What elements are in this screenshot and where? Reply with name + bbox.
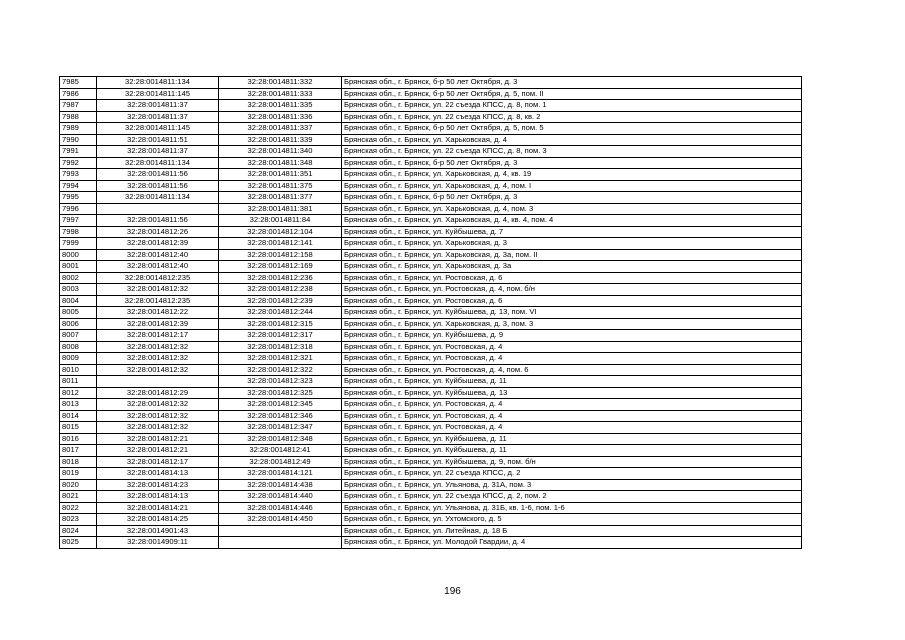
row-number-cell: 8011 [60,376,97,388]
row-number-cell: 8003 [60,284,97,296]
land-cadastral-number-cell: 32:28:0014812:235 [97,295,219,307]
table-row [60,468,802,480]
row-number-cell: 8013 [60,399,97,411]
land-cadastral-number-cell: 32:28:0014812:21 [97,433,219,445]
address-cell: Брянская обл., г. Брянск, ул. Харьковская, д. 3а [342,261,802,273]
address-cell: Брянская обл., г. Брянск, ул. Ростовская, д. 4 [342,410,802,422]
land-cadastral-number-cell [97,203,219,215]
address-cell: Брянская обл., г. Брянск, ул. Ростовская, д. 6 [342,272,802,284]
building-cadastral-number-cell: 32:28:0014812:141 [219,238,342,250]
table-row [60,456,802,468]
building-cadastral-number-cell: 32:28:0014812:236 [219,272,342,284]
table-row [60,330,802,342]
building-cadastral-number-cell: 32:28:0014811:339 [219,134,342,146]
land-cadastral-number-cell: 32:28:0014812:32 [97,399,219,411]
building-cadastral-number-cell [219,537,342,549]
building-cadastral-number-cell: 32:28:0014812:346 [219,410,342,422]
land-cadastral-number-cell: 32:28:0014814:21 [97,502,219,514]
address-cell: Брянская обл., г. Брянск, ул. Ростовская, д. 4 [342,353,802,365]
address-cell: Брянская обл., г. Брянск, ул. Куйбышева, д. 13, пом. VI [342,307,802,319]
row-number-cell: 7988 [60,111,97,123]
row-number-cell: 7998 [60,226,97,238]
land-cadastral-number-cell: 32:28:0014811:134 [97,157,219,169]
table-row [60,502,802,514]
address-cell: Брянская обл., г. Брянск, ул. 22 съезда КПСС, д. 2, пом. 2 [342,491,802,503]
address-cell: Брянская обл., г. Брянск, ул. Куйбышева, д. 13 [342,387,802,399]
table-row [60,410,802,422]
table-row [60,88,802,100]
address-cell: Брянская обл., г. Брянск, ул. Куйбышева, д. 9, пом. б/н [342,456,802,468]
building-cadastral-number-cell: 32:28:0014811:375 [219,180,342,192]
address-cell: Брянская обл., г. Брянск, ул. Ульянова, д. 31Б, кв. 1-6, пом. 1-6 [342,502,802,514]
land-cadastral-number-cell: 32:28:0014814:13 [97,468,219,480]
building-cadastral-number-cell: 32:28:0014812:238 [219,284,342,296]
building-cadastral-number-cell: 32:28:0014812:348 [219,433,342,445]
row-number-cell: 8018 [60,456,97,468]
row-number-cell: 8023 [60,514,97,526]
row-number-cell: 7995 [60,192,97,204]
land-cadastral-number-cell: 32:28:0014811:51 [97,134,219,146]
address-cell: Брянская обл., г. Брянск, ул. Литейная, д. 18 Б [342,525,802,537]
land-cadastral-number-cell: 32:28:0014811:56 [97,215,219,227]
row-number-cell: 8021 [60,491,97,503]
table-row [60,525,802,537]
row-number-cell: 7991 [60,146,97,158]
address-cell: Брянская обл., г. Брянск, ул. Куйбышева, д. 11 [342,376,802,388]
land-cadastral-number-cell: 32:28:0014812:17 [97,330,219,342]
address-cell: Брянская обл., г. Брянск, ул. Харьковская, д. 4, кв. 4, пом. 4 [342,215,802,227]
land-cadastral-number-cell: 32:28:0014812:32 [97,364,219,376]
row-number-cell: 8022 [60,502,97,514]
address-cell: Брянская обл., г. Брянск, ул. Харьковская, д. 4, пом. I [342,180,802,192]
building-cadastral-number-cell: 32:28:0014814:121 [219,468,342,480]
building-cadastral-number-cell: 32:28:0014812:323 [219,376,342,388]
land-cadastral-number-cell: 32:28:0014812:32 [97,353,219,365]
table-row [60,169,802,181]
table-row [60,77,802,89]
building-cadastral-number-cell: 32:28:0014814:446 [219,502,342,514]
table-row [60,249,802,261]
building-cadastral-number-cell: 32:28:0014812:169 [219,261,342,273]
land-cadastral-number-cell: 32:28:0014812:39 [97,238,219,250]
address-cell: Брянская обл., г. Брянск, ул. 22 съезда КПСС, д. 8, кв. 2 [342,111,802,123]
building-cadastral-number-cell: 32:28:0014811:335 [219,100,342,112]
land-cadastral-number-cell: 32:28:0014812:32 [97,341,219,353]
building-cadastral-number-cell: 32:28:0014812:41 [219,445,342,457]
row-number-cell: 8000 [60,249,97,261]
land-cadastral-number-cell: 32:28:0014814:25 [97,514,219,526]
row-number-cell: 7989 [60,123,97,135]
building-cadastral-number-cell: 32:28:0014811:377 [219,192,342,204]
building-cadastral-number-cell: 32:28:0014811:332 [219,77,342,89]
land-cadastral-number-cell: 32:28:0014812:17 [97,456,219,468]
building-cadastral-number-cell: 32:28:0014811:348 [219,157,342,169]
address-cell: Брянская обл., г. Брянск, ул. Харьковская, д. 4 [342,134,802,146]
building-cadastral-number-cell: 32:28:0014812:315 [219,318,342,330]
building-cadastral-number-cell: 32:28:0014811:84 [219,215,342,227]
table-row [60,226,802,238]
table-row [60,203,802,215]
row-number-cell: 8005 [60,307,97,319]
table-row [60,238,802,250]
row-number-cell: 8017 [60,445,97,457]
row-number-cell: 8007 [60,330,97,342]
row-number-cell: 7986 [60,88,97,100]
address-cell: Брянская обл., г. Брянск, ул. Харьковская, д. 3 [342,238,802,250]
land-cadastral-number-cell: 32:28:0014814:13 [97,491,219,503]
building-cadastral-number-cell: 32:28:0014814:450 [219,514,342,526]
row-number-cell: 8016 [60,433,97,445]
address-cell: Брянская обл., г. Брянск, ул. Харьковская, д. 4, кв. 19 [342,169,802,181]
land-cadastral-number-cell: 32:28:0014812:32 [97,284,219,296]
address-cell: Брянская обл., г. Брянск, ул. Ростовская, д. 4, пом. 6 [342,364,802,376]
table-row [60,364,802,376]
land-cadastral-number-cell: 32:28:0014811:56 [97,169,219,181]
building-cadastral-number-cell: 32:28:0014814:438 [219,479,342,491]
address-cell: Брянская обл., г. Брянск, ул. Ростовская, д. 4, пом. б/н [342,284,802,296]
address-cell: Брянская обл., г. Брянск, ул. Харьковская, д. 3а, пом. II [342,249,802,261]
table-row [60,295,802,307]
table-row [60,399,802,411]
row-number-cell: 7990 [60,134,97,146]
table-row [60,514,802,526]
property-register-table [59,76,802,549]
land-cadastral-number-cell: 32:28:0014811:37 [97,111,219,123]
land-cadastral-number-cell: 32:28:0014812:40 [97,249,219,261]
row-number-cell: 7993 [60,169,97,181]
address-cell: Брянская обл., г. Брянск, ул. Молодой Гвардии, д. 4 [342,537,802,549]
row-number-cell: 8009 [60,353,97,365]
row-number-cell: 8014 [60,410,97,422]
land-cadastral-number-cell: 32:28:0014811:145 [97,88,219,100]
land-cadastral-number-cell: 32:28:0014812:22 [97,307,219,319]
building-cadastral-number-cell: 32:28:0014811:351 [219,169,342,181]
address-cell: Брянская обл., г. Брянск, ул. Куйбышева, д. 11 [342,445,802,457]
building-cadastral-number-cell: 32:28:0014812:325 [219,387,342,399]
building-cadastral-number-cell: 32:28:0014811:381 [219,203,342,215]
page-number: 196 [444,586,461,597]
land-cadastral-number-cell: 32:28:0014812:32 [97,422,219,434]
row-number-cell: 7999 [60,238,97,250]
row-number-cell: 8010 [60,364,97,376]
table-row [60,272,802,284]
table-row [60,353,802,365]
table-row [60,307,802,319]
building-cadastral-number-cell: 32:28:0014811:340 [219,146,342,158]
table-row [60,261,802,273]
address-cell: Брянская обл., г. Брянск, ул. Харьковская, д. 3, пом. 3 [342,318,802,330]
land-cadastral-number-cell [97,376,219,388]
address-cell: Брянская обл., г. Брянск, ул. Ульянова, д. 31А, пом. 3 [342,479,802,491]
building-cadastral-number-cell: 32:28:0014812:104 [219,226,342,238]
building-cadastral-number-cell [219,525,342,537]
building-cadastral-number-cell: 32:28:0014812:49 [219,456,342,468]
table-row [60,422,802,434]
table-row [60,100,802,112]
row-number-cell: 8004 [60,295,97,307]
building-cadastral-number-cell: 32:28:0014811:333 [219,88,342,100]
table-row [60,284,802,296]
row-number-cell: 8012 [60,387,97,399]
land-cadastral-number-cell: 32:28:0014811:37 [97,146,219,158]
building-cadastral-number-cell: 32:28:0014811:336 [219,111,342,123]
land-cadastral-number-cell: 32:28:0014811:134 [97,192,219,204]
address-cell: Брянская обл., г. Брянск, ул. Ростовская, д. 4 [342,399,802,411]
table-row [60,479,802,491]
table-row [60,537,802,549]
table-row [60,215,802,227]
table-row [60,341,802,353]
land-cadastral-number-cell: 32:28:0014811:145 [97,123,219,135]
row-number-cell: 8020 [60,479,97,491]
address-cell: Брянская обл., г. Брянск, б-р 50 лет Октября, д. 5, пом. II [342,88,802,100]
land-cadastral-number-cell: 32:28:0014811:56 [97,180,219,192]
row-number-cell: 7994 [60,180,97,192]
row-number-cell: 8006 [60,318,97,330]
land-cadastral-number-cell: 32:28:0014812:29 [97,387,219,399]
row-number-cell: 7987 [60,100,97,112]
land-cadastral-number-cell: 32:28:0014812:235 [97,272,219,284]
address-cell: Брянская обл., г. Брянск, б-р 50 лет Октября, д. 3 [342,157,802,169]
building-cadastral-number-cell: 32:28:0014812:345 [219,399,342,411]
table-row [60,318,802,330]
land-cadastral-number-cell: 32:28:0014812:26 [97,226,219,238]
table-row [60,180,802,192]
row-number-cell: 8019 [60,468,97,480]
address-cell: Брянская обл., г. Брянск, ул. Куйбышева, д. 11 [342,433,802,445]
land-cadastral-number-cell: 32:28:0014812:21 [97,445,219,457]
building-cadastral-number-cell: 32:28:0014811:337 [219,123,342,135]
address-cell: Брянская обл., г. Брянск, ул. Харьковская, д. 4, пом. 3 [342,203,802,215]
address-cell: Брянская обл., г. Брянск, б-р 50 лет Октября, д. 3 [342,192,802,204]
land-cadastral-number-cell: 32:28:0014812:32 [97,410,219,422]
table-body [60,77,802,549]
address-cell: Брянская обл., г. Брянск, б-р 50 лет Октября, д. 5, пом. 5 [342,123,802,135]
address-cell: Брянская обл., г. Брянск, ул. Ростовская, д. 6 [342,295,802,307]
table-row [60,123,802,135]
row-number-cell: 8024 [60,525,97,537]
address-cell: Брянская обл., г. Брянск, ул. Ростовская, д. 4 [342,422,802,434]
land-cadastral-number-cell: 32:28:0014812:39 [97,318,219,330]
building-cadastral-number-cell: 32:28:0014812:317 [219,330,342,342]
land-cadastral-number-cell: 32:28:0014814:23 [97,479,219,491]
table-row [60,146,802,158]
table-row [60,491,802,503]
land-cadastral-number-cell: 32:28:0014811:134 [97,77,219,89]
address-cell: Брянская обл., г. Брянск, ул. 22 съезда КПСС, д. 8, пом. 1 [342,100,802,112]
address-cell: Брянская обл., г. Брянск, б-р 50 лет Октября, д. 3 [342,77,802,89]
building-cadastral-number-cell: 32:28:0014812:158 [219,249,342,261]
table-row [60,433,802,445]
row-number-cell: 8001 [60,261,97,273]
table-row [60,134,802,146]
address-cell: Брянская обл., г. Брянск, ул. Ухтомского, д. 5 [342,514,802,526]
building-cadastral-number-cell: 32:28:0014812:318 [219,341,342,353]
address-cell: Брянская обл., г. Брянск, ул. Куйбышева, д. 9 [342,330,802,342]
building-cadastral-number-cell: 32:28:0014812:321 [219,353,342,365]
row-number-cell: 8002 [60,272,97,284]
land-cadastral-number-cell: 32:28:0014901:43 [97,525,219,537]
row-number-cell: 7997 [60,215,97,227]
address-cell: Брянская обл., г. Брянск, ул. Ростовская, д. 4 [342,341,802,353]
row-number-cell: 7985 [60,77,97,89]
table-row [60,376,802,388]
land-cadastral-number-cell: 32:28:0014811:37 [97,100,219,112]
building-cadastral-number-cell: 32:28:0014814:440 [219,491,342,503]
building-cadastral-number-cell: 32:28:0014812:239 [219,295,342,307]
table-row [60,387,802,399]
land-cadastral-number-cell: 32:28:0014812:40 [97,261,219,273]
building-cadastral-number-cell: 32:28:0014812:322 [219,364,342,376]
row-number-cell: 7996 [60,203,97,215]
land-cadastral-number-cell: 32:28:0014909:11 [97,537,219,549]
table-row [60,157,802,169]
address-cell: Брянская обл., г. Брянск, ул. Куйбышева, д. 7 [342,226,802,238]
address-cell: Брянская обл., г. Брянск, ул. 22 съезда КПСС, д. 8, пом. 3 [342,146,802,158]
row-number-cell: 7992 [60,157,97,169]
table-row [60,192,802,204]
address-cell: Брянская обл., г. Брянск, ул. 22 съезда КПСС, д. 2 [342,468,802,480]
building-cadastral-number-cell: 32:28:0014812:347 [219,422,342,434]
row-number-cell: 8025 [60,537,97,549]
building-cadastral-number-cell: 32:28:0014812:244 [219,307,342,319]
table-row [60,445,802,457]
table-row [60,111,802,123]
row-number-cell: 8008 [60,341,97,353]
row-number-cell: 8015 [60,422,97,434]
